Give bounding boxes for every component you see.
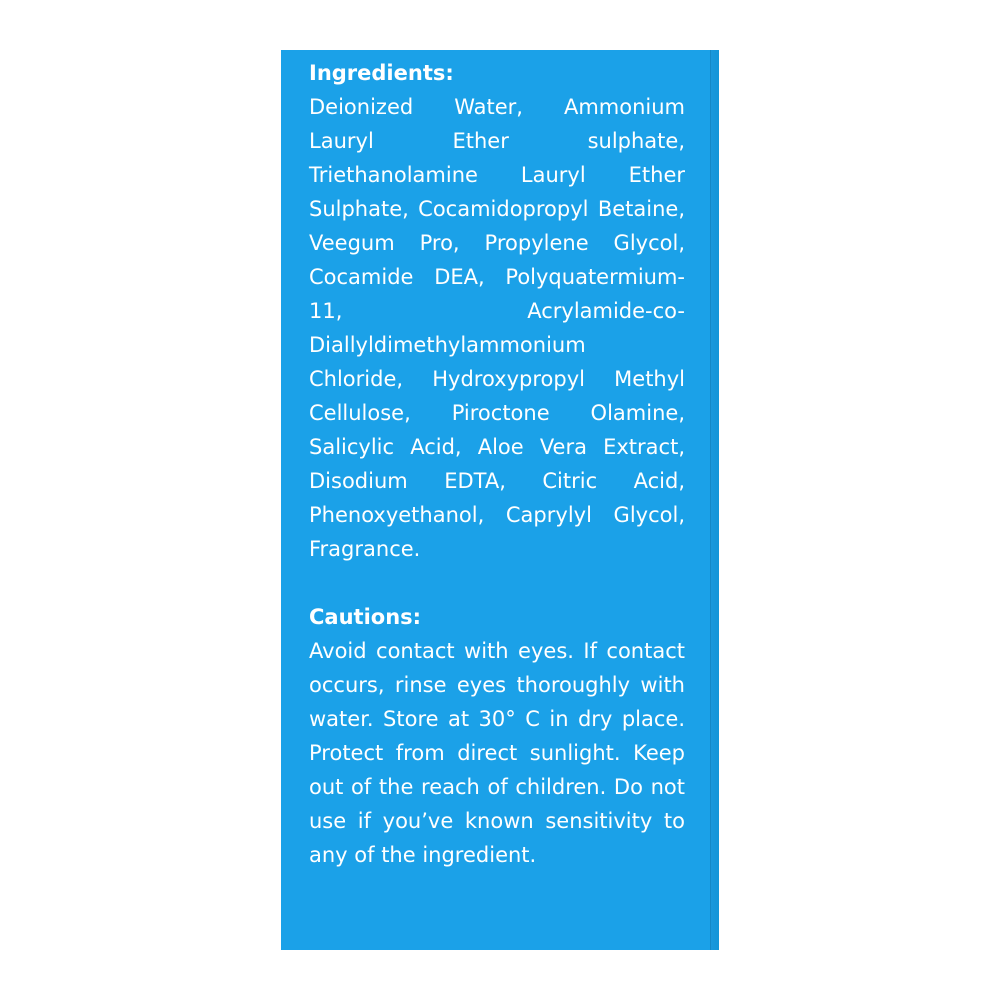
cautions-heading: Cautions: <box>309 605 422 629</box>
label-text-content <box>309 56 685 872</box>
product-label-panel <box>281 50 719 950</box>
cautions-text: Avoid contact with eyes. If contact occurs, rinse eyes thoroughly with water. Store at 30° C in dry place. Protect from direct sunlight. Keep out of the reach of children. Do not use if you’ve known sensitivity to any of the ingredient. <box>309 639 685 867</box>
ingredients-heading: Ingredients: <box>309 61 454 85</box>
ingredients-text: Deionized Water, Ammonium Lauryl Ether sulphate, Triethanolamine Lauryl Ether Sulphate, Cocamidopropyl Betaine, Veegum Pro, Propylene Glycol, Cocamide DEA, Polyquatermium-11, Acrylamide-co-Diallyldimethylammonium Chloride, Hydroxypropyl Methyl Cellulose, Piroctone Olamine, Salicylic Acid, Aloe Vera Extract, Disodium EDTA, Citric Acid, Phenoxyethanol, Caprylyl Glycol, Fragrance. <box>309 95 685 561</box>
section-spacer <box>309 566 685 600</box>
box-side-edge <box>710 50 719 950</box>
